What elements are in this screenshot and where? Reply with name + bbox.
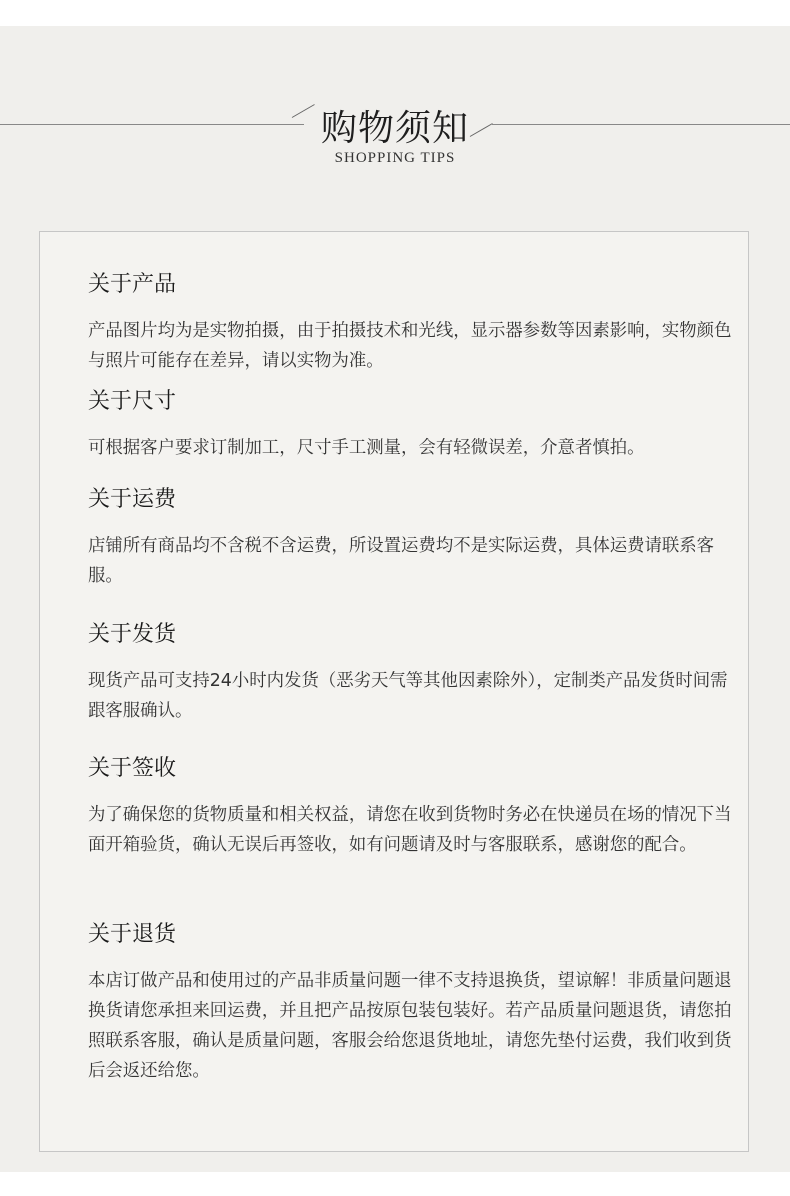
top-band: [0, 0, 790, 26]
header-divider-right: [492, 124, 790, 125]
section-body: 产品图片均为是实物拍摄，由于拍摄技术和光线，显示器参数等因素影响，实物颜色与照片可能存在差异，请以实物为准。: [88, 321, 732, 371]
section-returns: [88, 920, 733, 1086]
section-size: [88, 387, 733, 463]
section-title: 关于运费: [88, 487, 177, 512]
section-title: 关于产品: [88, 272, 177, 297]
section-title: 关于尺寸: [88, 389, 177, 414]
tips-card: [39, 231, 749, 1152]
section-delivery: [88, 620, 733, 726]
section-title: 关于退货: [88, 922, 177, 947]
page-title: 购物须知: [320, 108, 469, 149]
section-body: 为了确保您的货物质量和相关权益，请您在收到货物时务必在快递员在场的情况下当面开箱验货，确认无误后再签收，如有问题请及时与客服联系，感谢您的配合。: [88, 805, 732, 855]
section-body: 本店订做产品和使用过的产品非质量问题一律不支持退换货，望谅解！非质量问题退换货请您承担来回运费，并且把产品按原包装包装好。若产品质量问题退货，请您拍照联系客服，确认是质量问题，客服会给您退货地址，请您先垫付运费，我们收到货后会返还给您。: [88, 971, 732, 1081]
section-shipping-fee: [88, 485, 733, 591]
section-body: 现货产品可支持24小时内发货（恶劣天气等其他因素除外），定制类产品发货时间需跟客服确认。: [88, 671, 728, 721]
section-product: [88, 270, 733, 376]
section-title: 关于签收: [88, 756, 177, 781]
section-receipt: [88, 754, 733, 860]
bottom-band: [0, 1172, 790, 1196]
section-body: 可根据客户要求订制加工，尺寸手工测量，会有轻微误差，介意者慎拍。: [88, 438, 645, 458]
section-body: 店铺所有商品均不含税不含运费，所设置运费均不是实际运费，具体运费请联系客服。: [88, 536, 715, 586]
section-title: 关于发货: [88, 622, 177, 647]
page-subtitle: SHOPPING TIPS: [334, 150, 456, 166]
